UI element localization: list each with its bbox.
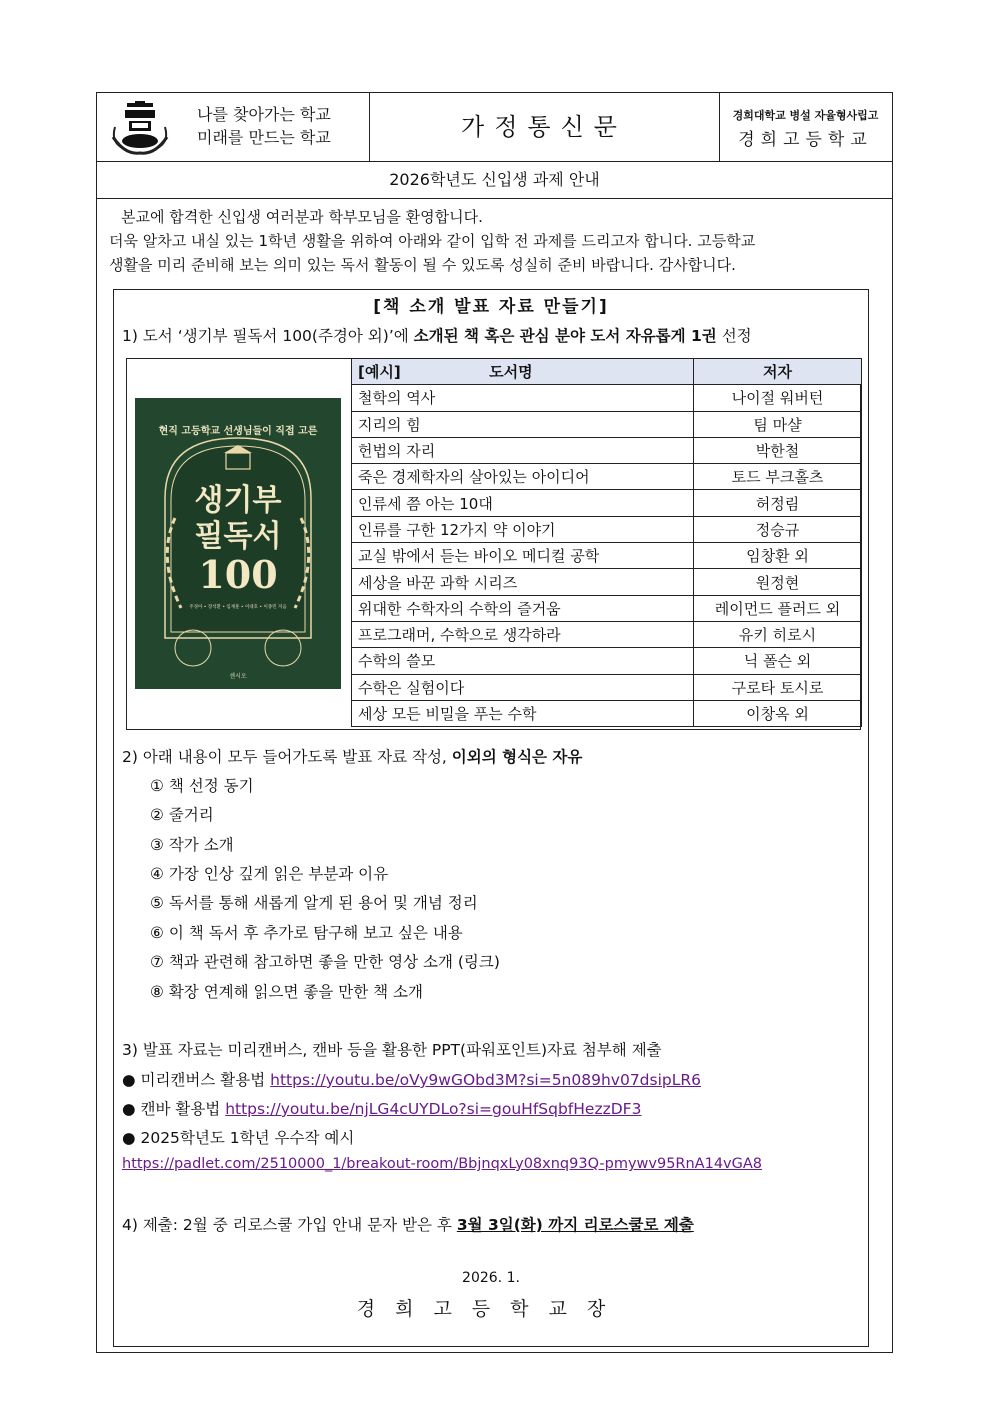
book-cover-art: [135, 398, 341, 689]
list-item: ④ 가장 인상 깊게 읽은 부분과 이유: [150, 865, 389, 883]
bullet-icon: ●: [122, 1071, 136, 1089]
table-row: [352, 411, 862, 437]
list-item: ① 책 선정 동기: [150, 777, 254, 795]
list-item: ⑤ 독서를 통해 새롭게 알게 된 용어 및 개념 정리: [150, 894, 478, 912]
table-row: [352, 569, 862, 595]
book-author: 나이절 워버턴: [694, 385, 862, 411]
item-4-prefix: 4) 제출: 2월 중 리로스쿨 가입 안내 문자 받은 후: [122, 1216, 457, 1234]
example-link-row: [122, 1156, 762, 1172]
miricanvas-row: [122, 1068, 701, 1090]
intro-line-1: 본교에 합격한 신입생 여러분과 학부모님을 환영합니다.: [121, 208, 483, 226]
book-title: 인류세 쯤 아는 10대: [352, 490, 694, 516]
newsletter-header: [97, 93, 892, 162]
book-author: 허정림: [694, 490, 862, 516]
cover-title-line-2: 필독서: [194, 519, 282, 554]
school-motto: [197, 103, 331, 149]
book-cover-image: [135, 398, 341, 689]
motto-line-2: 미래를 만드는 학교: [197, 128, 331, 147]
assignment-box: [113, 289, 869, 1347]
list-item: ② 줄거리: [150, 806, 214, 824]
newsletter-title: 가정통신문: [461, 113, 627, 141]
item-2: [122, 745, 582, 767]
intro-line-3: 생활을 미리 준비해 보는 의미 있는 독서 활동이 될 수 있도록 성실히 준비 바랍니다. 감사합니다.: [109, 256, 736, 274]
table-row: [352, 464, 862, 490]
book-title: 철학의 역사: [352, 385, 694, 411]
bullet-icon: ●: [122, 1100, 136, 1118]
column-header-author: 저자: [694, 359, 862, 385]
table-row: [352, 516, 862, 542]
table-row: [352, 490, 862, 516]
table-row: [352, 621, 862, 647]
table-row: [352, 700, 862, 726]
list-item: ⑥ 이 책 독서 후 추가로 탐구해 보고 싶은 내용: [150, 924, 463, 942]
newsletter-page: [96, 92, 893, 1353]
example-label: 2025학년도 1학년 우수작 예시: [140, 1129, 355, 1147]
book-title: 세상을 바꾼 과학 시리즈: [352, 569, 694, 595]
item-4: [122, 1213, 694, 1235]
cover-tagline: 현직 고등학교 선생님들이 직접 고른: [158, 426, 318, 437]
book-title: 지리의 힘: [352, 411, 694, 437]
motto-line-1: 나를 찾아가는 학교: [197, 105, 331, 124]
table-row: [352, 648, 862, 674]
school-affiliation: 경희대학교 병설 자율형사립고: [732, 109, 879, 122]
book-author: 정승규: [694, 516, 862, 542]
book-title: 위대한 수학자의 수학의 즐거움: [352, 595, 694, 621]
bullet-icon: ●: [122, 1129, 136, 1147]
miricanvas-link[interactable]: https://youtu.be/oVy9wGObd3M?si=5n089hv07dsipLR6: [270, 1071, 702, 1089]
intro-line-2: 더욱 알차고 내실 있는 1학년 생활을 위하여 아래와 같이 입학 전 과제를 드리고자 합니다. 고등학교: [109, 232, 756, 250]
example-link[interactable]: https://padlet.com/2510000_1/breakout-room/BbjnqxLy08xnq93Q-pmywv95RnA14vGA8: [122, 1156, 763, 1172]
table-row: [352, 385, 862, 411]
table-header-row: [352, 359, 862, 385]
item-1-bold: 소개된 책 혹은 관심 분야 도서 자유롭게 1권: [413, 327, 717, 345]
book-author: 레이먼드 플러드 외: [694, 595, 862, 621]
table-row: [352, 543, 862, 569]
book-title: 죽은 경제학자의 살아있는 아이디어: [352, 464, 694, 490]
header-title-label: 도서명: [489, 363, 533, 382]
book-title: 헌법의 자리: [352, 437, 694, 463]
header-school-cell: [719, 93, 892, 161]
assignment-title: [책 소개 발표 자료 만들기]: [373, 297, 609, 317]
column-header-title: [352, 359, 694, 385]
book-author: 팀 마샬: [694, 411, 862, 437]
miricanvas-label: 미리캔버스 활용법: [140, 1071, 266, 1089]
list-item: ⑧ 확장 연계해 읽으면 좋을 만한 책 소개: [150, 983, 423, 1001]
book-title: 세상 모든 비밀을 푸는 수학: [352, 700, 694, 726]
item-2-prefix: 2) 아래 내용이 모두 들어가도록 발표 자료 작성,: [122, 748, 452, 766]
school-logo-icon: [105, 97, 175, 157]
item-1-prefix: 1) 도서 ‘생기부 필독서 100(주경아 외)’에: [122, 327, 414, 345]
item-3: 3) 발표 자료는 미리캔버스, 캔바 등을 활용한 PPT(파워포인트)자료 첨부해 제출: [122, 1041, 662, 1059]
cover-publisher: 센시오: [229, 673, 247, 680]
item-1: [122, 324, 752, 346]
book-title: 교실 밖에서 듣는 바이오 메디컬 공학: [352, 543, 694, 569]
header-title-cell: [369, 93, 720, 161]
cover-title-line-1: 생기부: [194, 483, 282, 518]
canva-link[interactable]: https://youtu.be/njLG4cUYDLo?si=gouHfSqbfHezzDF3: [225, 1100, 642, 1118]
example-row: [122, 1126, 354, 1148]
book-author: 구로타 토시로: [694, 674, 862, 700]
issue-date: 2026. 1.: [462, 1270, 520, 1286]
book-author: 박한철: [694, 437, 862, 463]
intro-paragraph: [109, 205, 884, 277]
document-subject: 2026학년도 신입생 과제 안내: [97, 162, 892, 199]
book-author: 원정현: [694, 569, 862, 595]
header-left-cell: [97, 93, 370, 161]
header-example-label: [예시]: [358, 363, 401, 382]
cover-title-line-3: 100: [198, 552, 278, 597]
book-title: 수학의 쓸모: [352, 648, 694, 674]
school-name: 경희고등학교: [738, 130, 873, 150]
book-author: 이창옥 외: [694, 700, 862, 726]
item-1-suffix: 선정: [716, 327, 752, 345]
book-title: 수학은 실험이다: [352, 674, 694, 700]
cover-authors: 주경아 • 장석환 • 임재훈 • 이대호 • 이종민 지음: [189, 605, 287, 610]
book-author: 유키 히로시: [694, 621, 862, 647]
item-2-bold: 이외의 형식은 자유: [451, 748, 583, 766]
book-author: 토드 부크홀츠: [694, 464, 862, 490]
item-4-deadline: 3월 3일(화) 까지 리로스쿨로 제출: [456, 1216, 694, 1234]
canva-label: 캔바 활용법: [140, 1100, 221, 1118]
book-title: 인류를 구한 12가지 약 이야기: [352, 516, 694, 542]
book-example-table: [351, 358, 862, 727]
table-row: [352, 437, 862, 463]
book-author: 닉 폴슨 외: [694, 648, 862, 674]
table-row: [352, 674, 862, 700]
canva-row: [122, 1097, 641, 1119]
principal-signature: 경희고등학교장: [356, 1298, 626, 1320]
book-author: 임창환 외: [694, 543, 862, 569]
table-row: [352, 595, 862, 621]
list-item: ⑦ 책과 관련해 참고하면 좋을 만한 영상 소개 (링크): [150, 953, 500, 971]
book-title: 프로그래머, 수학으로 생각하라: [352, 621, 694, 647]
list-item: ③ 작가 소개: [150, 836, 234, 854]
book-example-area: [126, 358, 861, 730]
